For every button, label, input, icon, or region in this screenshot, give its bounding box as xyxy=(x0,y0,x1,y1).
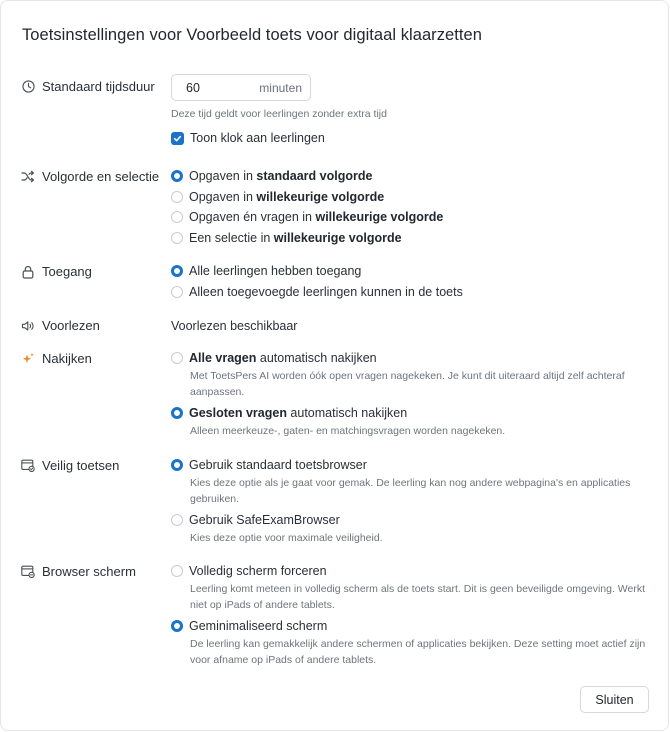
grading-option-all-help: Met ToetsPers AI worden óók open vragen nagekeken. Je kunt dit uiteraard altijd zelf achteraf aanpassen. xyxy=(190,370,625,398)
option-text: automatisch nakijken xyxy=(286,406,408,420)
order-option-standard[interactable] xyxy=(171,169,372,183)
radio-icon xyxy=(171,286,183,298)
option-bold: Alle vragen xyxy=(189,351,257,365)
radio-selected-icon xyxy=(171,265,183,277)
radio-icon xyxy=(171,352,183,364)
readaloud-value: Voorlezen beschikbaar xyxy=(171,319,298,333)
access-row-label xyxy=(21,264,92,279)
radio-icon xyxy=(171,514,183,526)
show-clock-label: Toon klok aan leerlingen xyxy=(190,131,325,145)
option-text: Gebruik standaard toetsbrowser xyxy=(189,458,367,472)
option-text: Opgaven in xyxy=(189,190,257,204)
secure-option-seb[interactable] xyxy=(171,513,340,527)
show-clock-checkbox[interactable] xyxy=(171,131,325,145)
option-text: Opgaven én vragen in xyxy=(189,210,316,224)
option-text: Volledig scherm forceren xyxy=(189,564,327,578)
screen-row-label xyxy=(21,564,136,579)
screen-option-minimized-help: De leerling kan gemakkelijk andere schermen of applicaties bekijken. Deze setting moet actief zijn voor afname op iPads of andere tablets. xyxy=(190,638,646,666)
option-bold: willekeurige volgorde xyxy=(256,190,385,204)
readaloud-label: Voorlezen xyxy=(42,318,100,333)
radio-icon xyxy=(171,191,183,203)
radio-selected-icon xyxy=(171,170,183,182)
secure-label: Veilig toetsen xyxy=(42,458,120,473)
screen-option-minimized[interactable] xyxy=(171,619,327,633)
duration-label: Standaard tijdsduur xyxy=(42,79,155,94)
dialog-title: Toetsinstellingen voor Voorbeeld toets voor digitaal klaarzetten xyxy=(22,26,482,44)
sparkle-icon xyxy=(21,352,35,366)
grading-option-closed-help: Alleen meerkeuze-, gaten- en matchingsvragen worden nagekeken. xyxy=(190,425,506,437)
option-text: Geminimaliseerd scherm xyxy=(189,619,328,633)
access-label: Toegang xyxy=(42,264,92,279)
screen-option-fullscreen[interactable] xyxy=(171,564,327,578)
clock-icon xyxy=(21,80,35,94)
duration-helper: Deze tijd geldt voor leerlingen zonder extra tijd xyxy=(171,108,387,120)
radio-selected-icon xyxy=(171,620,183,632)
secure-option-standard[interactable] xyxy=(171,458,367,472)
radio-icon xyxy=(171,565,183,577)
option-text: Een selectie in xyxy=(189,231,274,245)
order-option-random[interactable] xyxy=(171,190,384,204)
screen-option-fullscreen-help: Leerling komt meteen in volledig scherm als de toets start. Dit is geen beveiligde omgeving. Werkt niet op iPads of andere tablets. xyxy=(190,583,646,611)
grading-row-label xyxy=(21,351,92,366)
option-text: automatisch nakijken xyxy=(256,351,377,365)
option-text: Alleen toegevoegde leerlingen kunnen in de toets xyxy=(189,285,463,299)
secure-row-label xyxy=(21,458,119,473)
close-button[interactable]: Sluiten xyxy=(580,686,649,713)
option-text: Opgaven in xyxy=(189,169,257,183)
radio-selected-icon xyxy=(171,407,183,419)
grading-option-closed[interactable] xyxy=(171,406,407,420)
secure-browser-icon xyxy=(21,459,35,473)
grading-label: Nakijken xyxy=(42,351,92,366)
secure-option-seb-help: Kies deze optie voor maximale veiligheid. xyxy=(190,532,383,544)
lock-icon xyxy=(21,265,35,279)
order-option-selection[interactable] xyxy=(171,231,402,245)
order-row-label xyxy=(21,169,159,184)
option-bold: willekeurige volgorde xyxy=(315,210,444,224)
access-option-all[interactable] xyxy=(171,264,361,278)
radio-icon xyxy=(171,232,183,244)
option-bold: Gesloten vragen xyxy=(189,406,287,420)
access-option-added[interactable] xyxy=(171,285,463,299)
duration-row-label xyxy=(21,79,155,94)
order-label: Volgorde en selectie xyxy=(42,169,160,184)
grading-option-all[interactable] xyxy=(171,351,377,365)
duration-value: 60 xyxy=(186,80,200,95)
option-text: Gebruik SafeExamBrowser xyxy=(189,513,340,527)
speaker-icon xyxy=(21,319,35,333)
browser-window-icon xyxy=(21,565,35,579)
screen-label: Browser scherm xyxy=(42,564,136,579)
option-bold: standaard volgorde xyxy=(256,169,373,183)
checkbox-checked-icon xyxy=(171,132,184,145)
duration-input[interactable] xyxy=(171,74,311,101)
shuffle-icon xyxy=(21,170,35,184)
order-option-random-questions[interactable] xyxy=(171,210,443,224)
secure-option-standard-help: Kies deze optie als je gaat voor gemak. De leerling kan nog andere webpagina's en applicaties gebruiken. xyxy=(190,477,631,505)
readaloud-row-label xyxy=(21,318,100,333)
option-bold: willekeurige volgorde xyxy=(273,231,402,245)
option-text: Alle leerlingen hebben toegang xyxy=(189,264,362,278)
duration-unit: minuten xyxy=(259,80,302,95)
radio-selected-icon xyxy=(171,459,183,471)
radio-icon xyxy=(171,211,183,223)
